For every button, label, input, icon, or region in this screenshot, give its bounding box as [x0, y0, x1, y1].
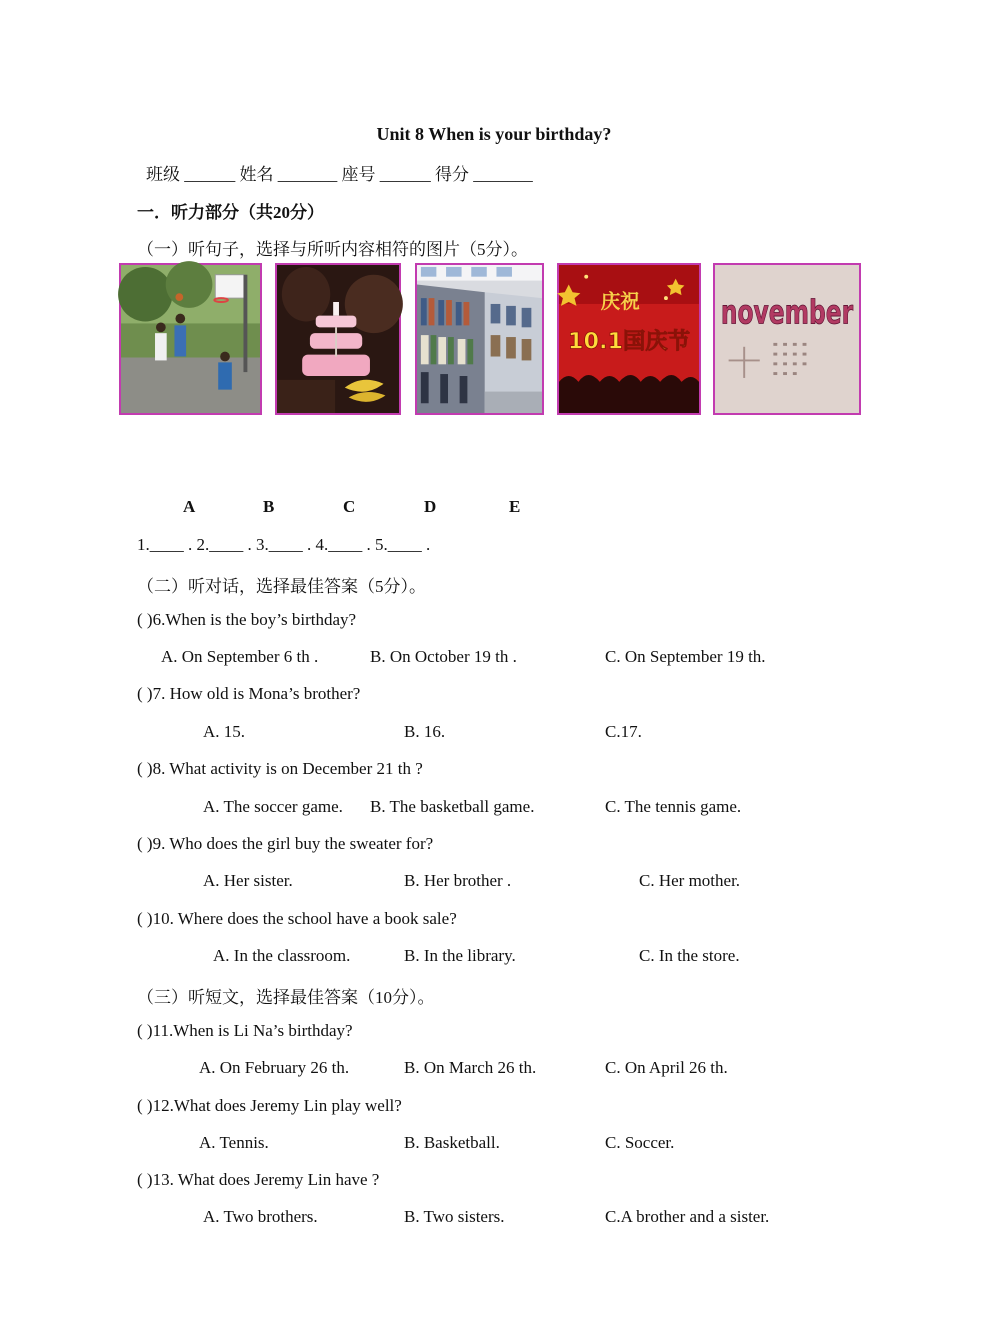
q9-option-c: C. Her mother. [639, 871, 741, 890]
q6-option-a: A. On September 6 th . [161, 647, 319, 666]
q10-option-c: C. In the store. [639, 946, 740, 965]
question-13: ( )13. What does Jeremy Lin have ? [137, 1170, 380, 1189]
answer-blanks-line[interactable]: 1.____ . 2.____ . 3.____ . 4.____ . 5.____ . [137, 535, 431, 554]
picture-b-birthday-cake [275, 263, 401, 415]
picture-label-c: C [343, 497, 356, 516]
q8-option-c: C. The tennis game. [605, 797, 742, 816]
q7-option-a: A. 15. [203, 722, 246, 741]
picture-label-d: D [424, 497, 437, 516]
picture-label-e: E [509, 497, 521, 516]
q13-option-c: C.A brother and a sister. [605, 1207, 770, 1226]
q10-option-b: B. In the library. [404, 946, 516, 965]
q12-option-a: A. Tennis. [199, 1133, 269, 1152]
q13-option-a: A. Two brothers. [203, 1207, 318, 1226]
page-title: Unit 8 When is your birthday? [376, 124, 612, 144]
q12-option-c: C. Soccer. [605, 1133, 675, 1152]
q13-option-b: B. Two sisters. [404, 1207, 505, 1226]
part3-heading: （三）听短文，选择最佳答案（10分）。 [137, 988, 435, 1007]
q11-option-a: A. On February 26 th. [199, 1058, 350, 1077]
question-8: ( )8. What activity is on December 21 th ? [137, 759, 423, 778]
q12-option-b: B. Basketball. [404, 1133, 500, 1152]
picture-label-b: B [263, 497, 275, 516]
picture-c-bookstore [415, 263, 544, 415]
q11-option-c: C. On April 26 th. [605, 1058, 728, 1077]
q6-option-c: C. On September 19 th. [605, 647, 766, 666]
picture-label-a: A [183, 497, 196, 516]
question-12: ( )12.What does Jeremy Lin play well? [137, 1096, 402, 1115]
q8-option-a: A. The soccer game. [203, 797, 343, 816]
q9-option-b: B. Her brother . [404, 871, 512, 890]
question-10: ( )10. Where does the school have a book sale? [137, 909, 457, 928]
part1-heading: （一）听句子，选择与所听内容相符的图片（5分）。 [137, 240, 528, 259]
section-listening-heading: 一．听力部分（共20分） [137, 203, 324, 222]
part2-heading: （二）听对话，选择最佳答案（5分）。 [137, 577, 426, 596]
picture-e-november [713, 263, 861, 415]
question-6: ( )6.When is the boy’s birthday? [137, 610, 357, 629]
november-word: november [720, 292, 854, 332]
student-info-line: 班级 ______ 姓名 _______ 座号 ______ 得分 _______ [146, 165, 533, 184]
q7-option-c: C.17. [605, 722, 642, 741]
q9-option-a: A. Her sister. [203, 871, 293, 890]
national-day-top-text: 庆祝 [600, 289, 640, 313]
q7-option-b: B. 16. [404, 722, 446, 741]
picture-a-basketball [119, 263, 262, 415]
q6-option-b: B. On October 19 th . [370, 647, 517, 666]
q8-option-b: B. The basketball game. [370, 797, 535, 816]
picture-d-national-day [557, 263, 701, 415]
question-11: ( )11.When is Li Na’s birthday? [137, 1021, 353, 1040]
q10-option-a: A. In the classroom. [213, 946, 351, 965]
question-9: ( )9. Who does the girl buy the sweater for? [137, 834, 434, 853]
national-day-main-text: 10.1国庆节 [567, 328, 691, 355]
question-7: ( )7. How old is Mona’s brother? [137, 684, 361, 703]
q11-option-b: B. On March 26 th. [404, 1058, 537, 1077]
